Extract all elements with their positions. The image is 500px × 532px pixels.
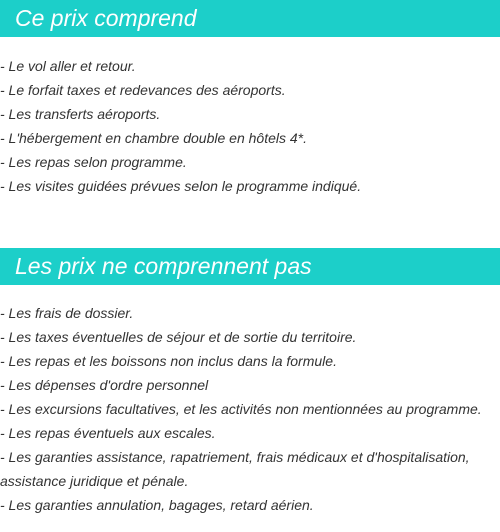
list-item: - L'hébergement en chambre double en hôtels 4*. [0, 130, 307, 146]
list-item: - Les transferts aéroports. [0, 106, 161, 122]
excluded-list [0, 301, 500, 517]
list-item: - Les excursions facultatives, et les activités non mentionnées au programme. [0, 401, 482, 417]
included-list [0, 54, 500, 198]
list-item: - Les frais de dossier. [0, 305, 134, 321]
list-item: - Les dépenses d'ordre personnel [0, 377, 209, 393]
list-item: - Les repas éventuels aux escales. [0, 425, 216, 441]
list-item: - Les repas selon programme. [0, 154, 187, 170]
list-item: - Les repas et les boissons non inclus dans la formule. [0, 353, 337, 369]
list-item: - Les visites guidées prévues selon le programme indiqué. [0, 178, 362, 194]
section-included-title: Ce prix comprend [0, 0, 500, 37]
section-excluded-title: Les prix ne comprennent pas [0, 248, 500, 285]
list-item: - Les garanties assistance, rapatriement, frais médicaux et d'hospitalisation, assistance juridique et pénale. [0, 449, 470, 489]
list-item: - Le vol aller et retour. [0, 58, 136, 74]
list-item: - Les garanties annulation, bagages, retard aérien. [0, 497, 314, 513]
list-item: - Les taxes éventuelles de séjour et de sortie du territoire. [0, 329, 357, 345]
list-item: - Le forfait taxes et redevances des aéroports. [0, 82, 286, 98]
